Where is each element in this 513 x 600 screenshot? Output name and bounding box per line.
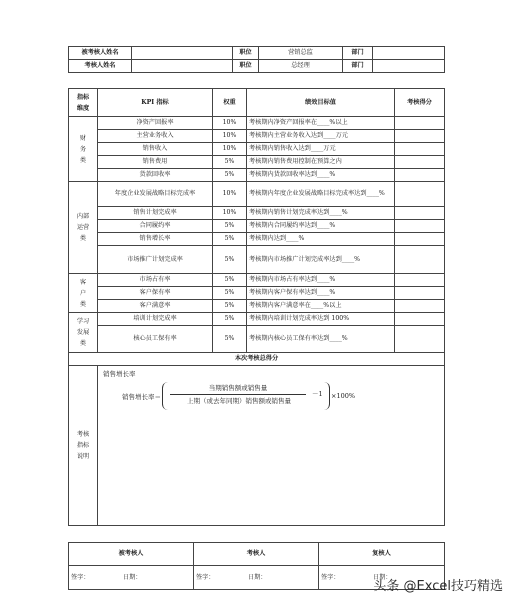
kpi-score-cell[interactable] (395, 207, 445, 220)
kpi-score-cell[interactable] (395, 313, 445, 326)
sig-header-reviewer: 复核人 (319, 543, 445, 566)
kpi-target: 考核期内净资产回报率在____%以上 (247, 117, 395, 130)
watermark-text: 头条 @Excel技巧精选 (373, 579, 503, 594)
kpi-target: 考核期内市场推广计划完成率达到____% (247, 246, 395, 274)
kpi-score-cell[interactable] (395, 287, 445, 300)
kpi-name: 客户满意率 (98, 300, 213, 313)
kpi-weight: 5% (213, 220, 247, 233)
kpi-weight: 10% (213, 130, 247, 143)
total-score-row: 本次考核总得分 (69, 353, 445, 366)
info-label-evaluator: 考核人姓名 (69, 60, 132, 73)
sig-header-evaluator: 考核人 (194, 543, 319, 566)
kpi-weight: 5% (213, 246, 247, 274)
fraction-bar (170, 394, 306, 395)
kpi-target: 考核期内客户满意率在____%以上 (247, 300, 395, 313)
kpi-name: 主营业务收入 (98, 130, 213, 143)
explanation-title: 销售增长率 (103, 370, 136, 378)
info-table (68, 46, 445, 73)
kpi-weight: 5% (213, 233, 247, 246)
info-value-dept[interactable] (373, 47, 445, 60)
kpi-target: 考核期内年度企业发展战略目标完成率达到____% (247, 182, 395, 207)
kpi-name: 销售计划完成率 (98, 207, 213, 220)
kpi-name: 核心员工保有率 (98, 326, 213, 353)
kpi-target: 考核期内市场占有率达到____% (247, 274, 395, 287)
watermark (373, 575, 503, 594)
sig-cell-evaluator[interactable] (194, 566, 319, 590)
dimension-internal-operations: 内部运营类 (69, 182, 98, 274)
info-label-position-2: 职位 (233, 60, 259, 73)
kpi-name: 市场推广计划完成率 (98, 246, 213, 274)
formula-times: ×100% (331, 392, 356, 400)
sign-label: 签字： (71, 573, 90, 581)
kpi-score-cell[interactable] (395, 143, 445, 156)
kpi-target: 考核期内达到____% (247, 233, 395, 246)
info-value-evaluator[interactable] (132, 60, 233, 73)
header-weight: 权重 (213, 89, 247, 117)
kpi-target: 考核期内销售计划完成率达到____% (247, 207, 395, 220)
kpi-weight: 5% (213, 300, 247, 313)
kpi-score-cell[interactable] (395, 117, 445, 130)
kpi-score-cell[interactable] (395, 233, 445, 246)
sig-cell-evaluatee[interactable] (69, 566, 194, 590)
formula-numerator: 当期销售额或销售量 (208, 384, 268, 392)
kpi-name: 销售费用 (98, 156, 213, 169)
date-label: 日期： (248, 573, 267, 581)
right-paren-icon (324, 382, 330, 410)
kpi-score-cell[interactable] (395, 300, 445, 313)
kpi-weight: 5% (213, 169, 247, 182)
kpi-name: 净资产回报率 (98, 117, 213, 130)
info-value-evaluatee[interactable] (132, 47, 233, 60)
sign-label: 签字： (196, 573, 215, 581)
kpi-table (68, 88, 445, 526)
kpi-target: 考核期内销售收入达到____万元 (247, 143, 395, 156)
kpi-score-cell[interactable] (395, 169, 445, 182)
header-dimension: 指标维度 (69, 89, 98, 117)
kpi-score-cell[interactable] (395, 182, 445, 207)
info-label-evaluatee: 被考核人姓名 (69, 47, 132, 60)
kpi-name: 市场占有率 (98, 274, 213, 287)
explanation-label: 考核指标说明 (69, 366, 98, 526)
kpi-target: 考核期内主营业务收入达到____万元 (247, 130, 395, 143)
formula-lhs: 销售增长率＝ (122, 393, 161, 401)
sign-label: 签字： (321, 573, 340, 581)
dimension-customer: 客户类 (69, 274, 98, 313)
kpi-weight: 5% (213, 313, 247, 326)
kpi-weight: 5% (213, 326, 247, 353)
date-label: 日期： (373, 573, 392, 581)
date-label: 日期： (123, 573, 142, 581)
formula-minus-one: －1 (312, 390, 323, 398)
kpi-weight: 5% (213, 274, 247, 287)
kpi-name: 客户保有率 (98, 287, 213, 300)
info-value-position-2[interactable]: 总经理 (259, 60, 343, 73)
kpi-target: 考核期内客户保有率达到____% (247, 287, 395, 300)
dimension-learning-growth: 学习发展类 (69, 313, 98, 353)
kpi-target: 考核期内销售费用控制在预算之内 (247, 156, 395, 169)
kpi-score-cell[interactable] (395, 130, 445, 143)
formula-denominator: 上期（或去年同期）销售额或销售量 (187, 397, 291, 405)
kpi-target: 考核期内合同履约率达到____% (247, 220, 395, 233)
kpi-score-cell[interactable] (395, 156, 445, 169)
kpi-score-cell[interactable] (395, 220, 445, 233)
kpi-name: 年度企业发展战略目标完成率 (98, 182, 213, 207)
info-label-dept-2: 部门 (343, 60, 373, 73)
explanation-content (98, 366, 445, 526)
kpi-weight: 5% (213, 156, 247, 169)
info-label-dept: 部门 (343, 47, 373, 60)
header-target: 绩效目标值 (247, 89, 395, 117)
kpi-weight: 10% (213, 182, 247, 207)
kpi-target: 考核期内培训计划完成率达到 100% (247, 313, 395, 326)
kpi-weight: 5% (213, 287, 247, 300)
kpi-target: 考核期内核心员工保有率达到____% (247, 326, 395, 353)
info-value-dept-2[interactable] (373, 60, 445, 73)
sig-header-evaluatee: 被考核人 (69, 543, 194, 566)
kpi-name: 销售增长率 (98, 233, 213, 246)
kpi-name: 货款回收率 (98, 169, 213, 182)
kpi-name: 培训计划完成率 (98, 313, 213, 326)
dimension-finance: 财务类 (69, 117, 98, 182)
kpi-weight: 10% (213, 117, 247, 130)
kpi-score-cell[interactable] (395, 246, 445, 274)
kpi-weight: 10% (213, 143, 247, 156)
kpi-name: 合同履约率 (98, 220, 213, 233)
kpi-weight: 10% (213, 207, 247, 220)
header-score: 考核得分 (395, 89, 445, 117)
kpi-name: 销售收入 (98, 143, 213, 156)
kpi-score-cell[interactable] (395, 274, 445, 287)
kpi-target: 考核期内货款回收率达到____% (247, 169, 395, 182)
header-kpi: KPI 指标 (98, 89, 213, 117)
info-value-position[interactable]: 营销总监 (259, 47, 343, 60)
info-label-position: 职位 (233, 47, 259, 60)
kpi-score-cell[interactable] (395, 326, 445, 353)
